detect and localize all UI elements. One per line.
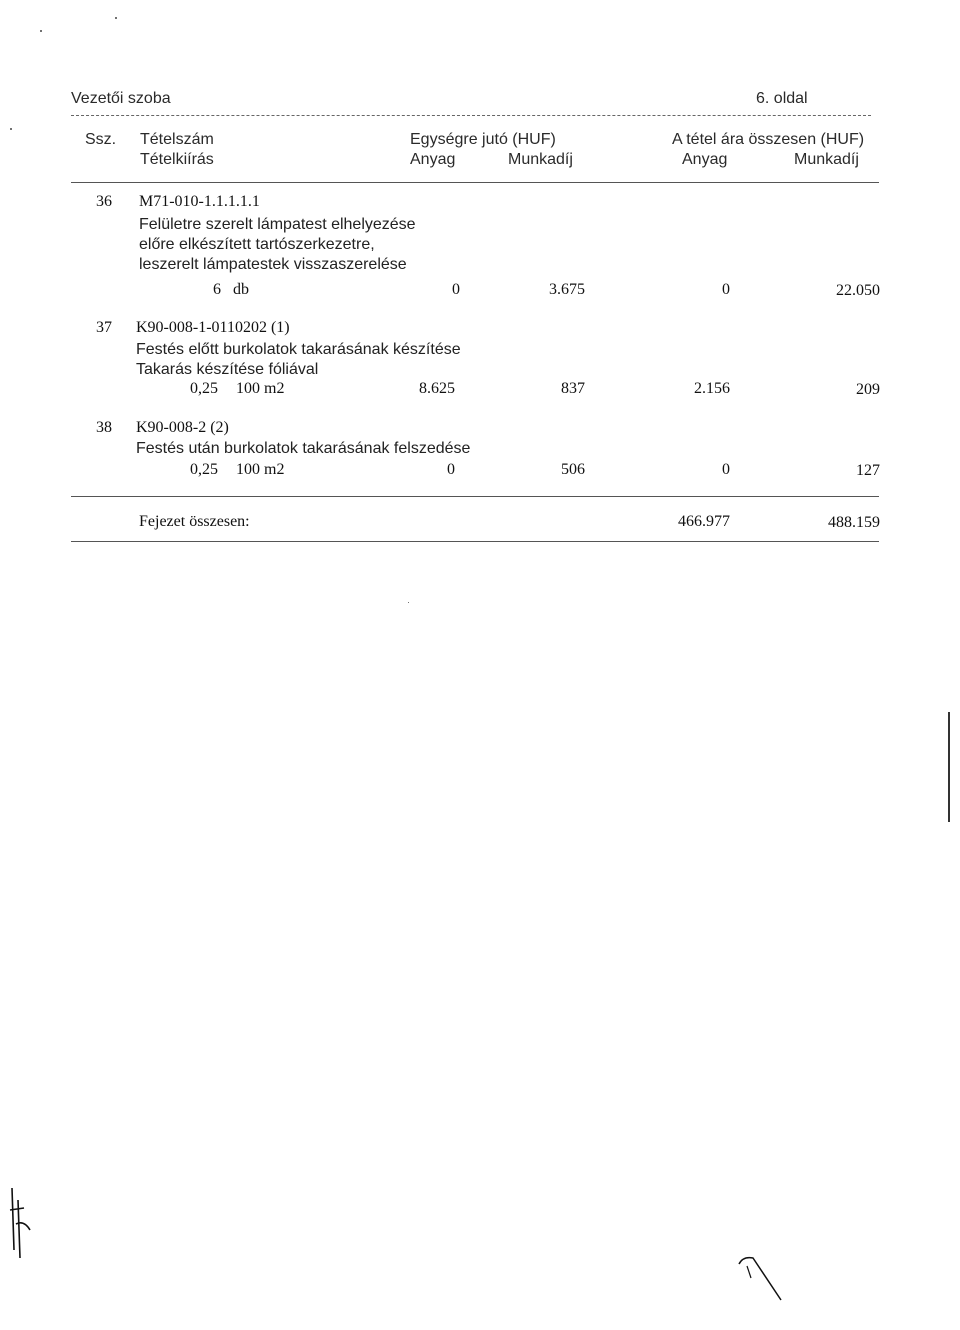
- col-total-munkadij: Munkadíj: [794, 151, 859, 168]
- item-unit-anyag: 0: [447, 461, 455, 478]
- item-code: K90-008-1-0110202 (1): [136, 319, 290, 336]
- item-quantity: 0,25: [190, 380, 218, 397]
- item-description-line: Festés után burkolatok takarásának felszedése: [136, 440, 471, 457]
- chapter-total-munkadij: 488.159: [828, 514, 880, 531]
- scan-speck: [408, 602, 409, 603]
- room-title: Vezetői szoba: [71, 90, 171, 107]
- item-unit-anyag: 8.625: [419, 380, 455, 397]
- summary-bottom-rule: [71, 541, 879, 542]
- item-description-line: Festés előtt burkolatok takarásának készítése: [136, 341, 461, 358]
- header-bottom-rule: [71, 182, 879, 183]
- scribble-icon: [725, 1248, 795, 1308]
- item-total-anyag: 0: [722, 281, 730, 298]
- chapter-total-anyag: 466.977: [678, 513, 730, 530]
- col-tetelszam: Tételszám: [140, 131, 214, 148]
- item-total-munkadij: 127: [856, 462, 880, 479]
- col-unit-group: Egységre jutó (HUF): [410, 131, 556, 148]
- scan-speck: [115, 17, 117, 19]
- item-unit: 100 m2: [236, 461, 285, 478]
- col-total-anyag: Anyag: [682, 151, 728, 168]
- col-unit-munkadij: Munkadíj: [508, 151, 573, 168]
- item-unit-anyag: 0: [452, 281, 460, 298]
- header-top-rule: [71, 115, 871, 116]
- scan-speck: [40, 30, 42, 32]
- item-code: K90-008-2 (2): [136, 419, 229, 436]
- signature-icon: [0, 1180, 40, 1260]
- scan-edge-mark: [948, 712, 950, 822]
- item-total-anyag: 0: [722, 461, 730, 478]
- item-unit-munkadij: 3.675: [549, 281, 585, 298]
- item-unit: 100 m2: [236, 380, 285, 397]
- item-total-munkadij: 22.050: [836, 282, 880, 299]
- col-tetelkiiras: Tételkiírás: [140, 151, 214, 168]
- summary-top-rule: [71, 496, 879, 497]
- item-unit: db: [233, 281, 249, 298]
- item-number: 37: [96, 319, 112, 336]
- scan-speck: [10, 128, 12, 130]
- item-number: 38: [96, 419, 112, 436]
- item-description-line: leszerelt lámpatestek visszaszerelése: [139, 256, 407, 273]
- item-code: M71-010-1.1.1.1.1: [139, 193, 260, 210]
- item-unit-munkadij: 837: [561, 380, 585, 397]
- item-description-line: előre elkészített tartószerkezetre,: [139, 236, 375, 253]
- page-number: 6. oldal: [756, 90, 808, 107]
- item-description-line: Takarás készítése fóliával: [136, 361, 319, 378]
- item-total-munkadij: 209: [856, 381, 880, 398]
- col-ssz: Ssz.: [85, 131, 117, 148]
- col-total-group: A tétel ára összesen (HUF): [672, 131, 865, 148]
- item-total-anyag: 2.156: [694, 380, 730, 397]
- item-quantity: 6: [213, 281, 221, 298]
- item-description-line: Felületre szerelt lámpatest elhelyezése: [139, 216, 416, 233]
- item-quantity: 0,25: [190, 461, 218, 478]
- item-number: 36: [96, 193, 112, 210]
- col-unit-anyag: Anyag: [410, 151, 456, 168]
- chapter-total-label: Fejezet összesen:: [139, 513, 250, 530]
- item-unit-munkadij: 506: [561, 461, 585, 478]
